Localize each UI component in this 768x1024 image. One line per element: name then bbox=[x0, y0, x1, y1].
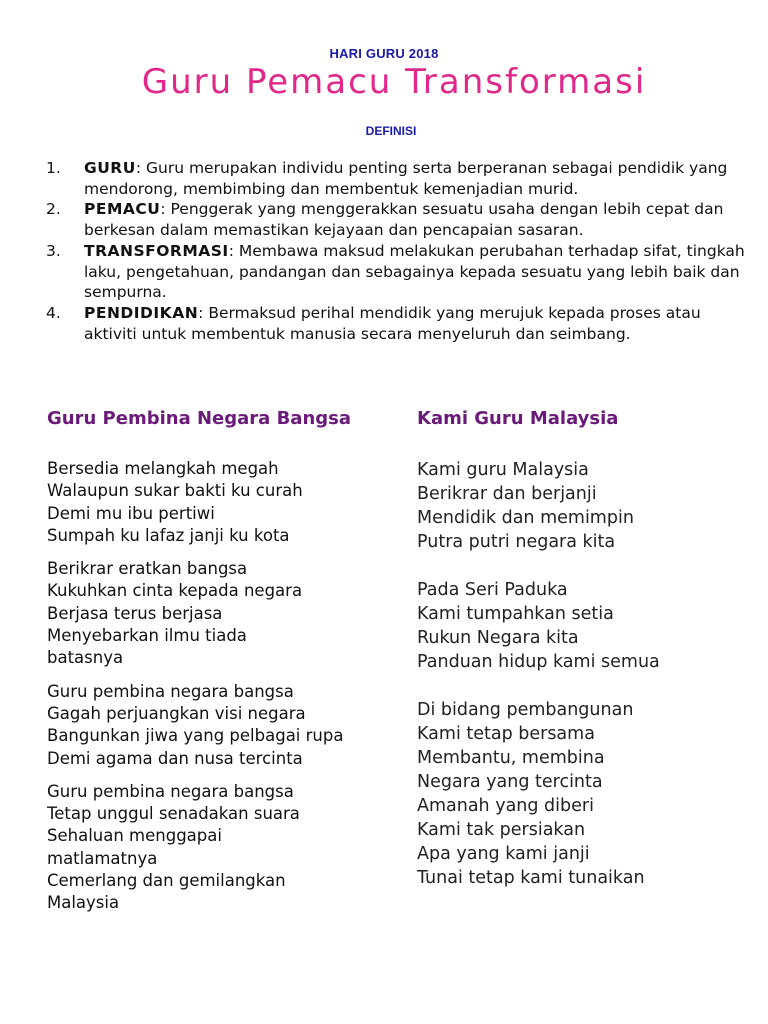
poem-line: Kami guru Malaysia bbox=[417, 460, 589, 480]
definition-text: : Guru merupakan individu penting serta berperanan sebagai pendidik yang mendorong, membimbing dan membentuk kemenjadian murid. bbox=[84, 159, 728, 198]
poem-line: Guru pembina negara bangsa bbox=[47, 781, 294, 801]
poem-line: Sehaluan menggapai matlamatnya bbox=[47, 826, 222, 868]
poem-line: Tunai tetap kami tunaikan bbox=[417, 868, 645, 888]
poem-line: Demi mu ibu pertiwi bbox=[47, 503, 215, 523]
definition-number: 2. bbox=[46, 200, 61, 219]
poem-line: Di bidang pembangunan bbox=[417, 700, 634, 720]
definition-term: GURU bbox=[84, 159, 136, 177]
poem-line: Membantu, membina bbox=[417, 748, 605, 768]
definition-number: 4. bbox=[46, 303, 61, 322]
poem-line: Amanah yang diberi bbox=[417, 796, 594, 816]
poem-line: Pada Seri Paduka bbox=[417, 580, 568, 600]
poem-left bbox=[47, 404, 377, 926]
section-heading: DEFINISI bbox=[365, 124, 417, 138]
poem-line: Kukuhkan cinta kepada negara bbox=[47, 581, 303, 601]
definition-term: PENDIDIKAN bbox=[84, 303, 199, 322]
poem-line: Berjasa terus berjasa bbox=[47, 603, 223, 623]
poem-stanza bbox=[47, 781, 377, 915]
poem-line: Mendidik dan memimpin bbox=[417, 508, 634, 528]
poem-line: Kami tumpahkan setia bbox=[417, 604, 614, 624]
definition-text: : Penggerak yang menggerakkan sesuatu usaha dengan lebih cepat dan berkesan dalam memastikan kejayaan dan pencapaian sasaran. bbox=[84, 200, 724, 240]
event-heading: HARI GURU 2018 bbox=[329, 46, 439, 61]
poem-line: Kami tetap bersama bbox=[417, 724, 595, 744]
definition-item bbox=[46, 241, 746, 303]
poem-line: Demi agama dan nusa tercinta bbox=[47, 748, 303, 768]
poem-line: Negara yang tercinta bbox=[417, 772, 603, 792]
poem-line: Rukun Negara kita bbox=[417, 628, 579, 648]
definition-item bbox=[46, 303, 746, 344]
poem-stanza bbox=[417, 458, 737, 554]
definition-term: TRANSFORMASI bbox=[84, 241, 229, 260]
poem-stanza bbox=[47, 558, 377, 669]
poem-stanza bbox=[47, 681, 377, 770]
poem-line: Walaupun sukar bakti ku curah bbox=[47, 481, 303, 501]
definition-number: 1. bbox=[46, 159, 61, 177]
poem-title: Kami Guru Malaysia bbox=[417, 408, 619, 429]
poem-line: Berikrar eratkan bangsa bbox=[47, 559, 248, 579]
poem-line: Panduan hidup kami semua bbox=[417, 652, 660, 672]
poem-line: Berikrar dan berjanji bbox=[417, 484, 597, 504]
poem-title: Guru Pembina Negara Bangsa bbox=[47, 408, 352, 429]
poem-line: Tetap unggul senadakan suara bbox=[47, 804, 300, 824]
poem-line: Bersedia melangkah megah bbox=[47, 459, 279, 478]
poem-line: Putra putri negara kita bbox=[417, 532, 616, 552]
poem-line: Apa yang kami janji bbox=[417, 844, 590, 864]
poem-line: Gagah perjuangkan visi negara bbox=[47, 703, 306, 723]
definition-number: 3. bbox=[46, 241, 61, 260]
poem-line: Guru pembina negara bangsa bbox=[47, 681, 294, 701]
definition-item bbox=[46, 158, 746, 199]
definition-list bbox=[46, 158, 746, 344]
definition-term: PEMACU bbox=[84, 200, 161, 219]
poem-line: Kami tak persiakan bbox=[417, 820, 586, 840]
definition-text: : Membawa maksud melakukan perubahan terhadap sifat, tingkah laku, pengetahuan, pandangan dan sebagainya kepada sesuatu yang lebih baik dan sempurna. bbox=[84, 241, 745, 302]
poem-line: Menyebarkan ilmu tiada batasnya bbox=[47, 626, 247, 668]
poem-right bbox=[417, 404, 737, 914]
poem-line: Bangunkan jiwa yang pelbagai rupa bbox=[47, 726, 344, 746]
definition-text: : Bermaksud perihal mendidik yang merujuk kepada proses atau aktiviti untuk membentuk manusia secara menyeluruh dan seimbang. bbox=[84, 303, 701, 343]
poem-stanza bbox=[417, 578, 737, 674]
page-title: Guru Pemacu Transformasi bbox=[141, 62, 647, 102]
poem-stanza bbox=[47, 458, 377, 547]
poem-line: Sumpah ku lafaz janji ku kota bbox=[47, 525, 290, 545]
definition-item bbox=[46, 199, 746, 240]
poem-line: Cemerlang dan gemilangkan Malaysia bbox=[47, 871, 286, 913]
poem-stanza bbox=[417, 698, 737, 890]
